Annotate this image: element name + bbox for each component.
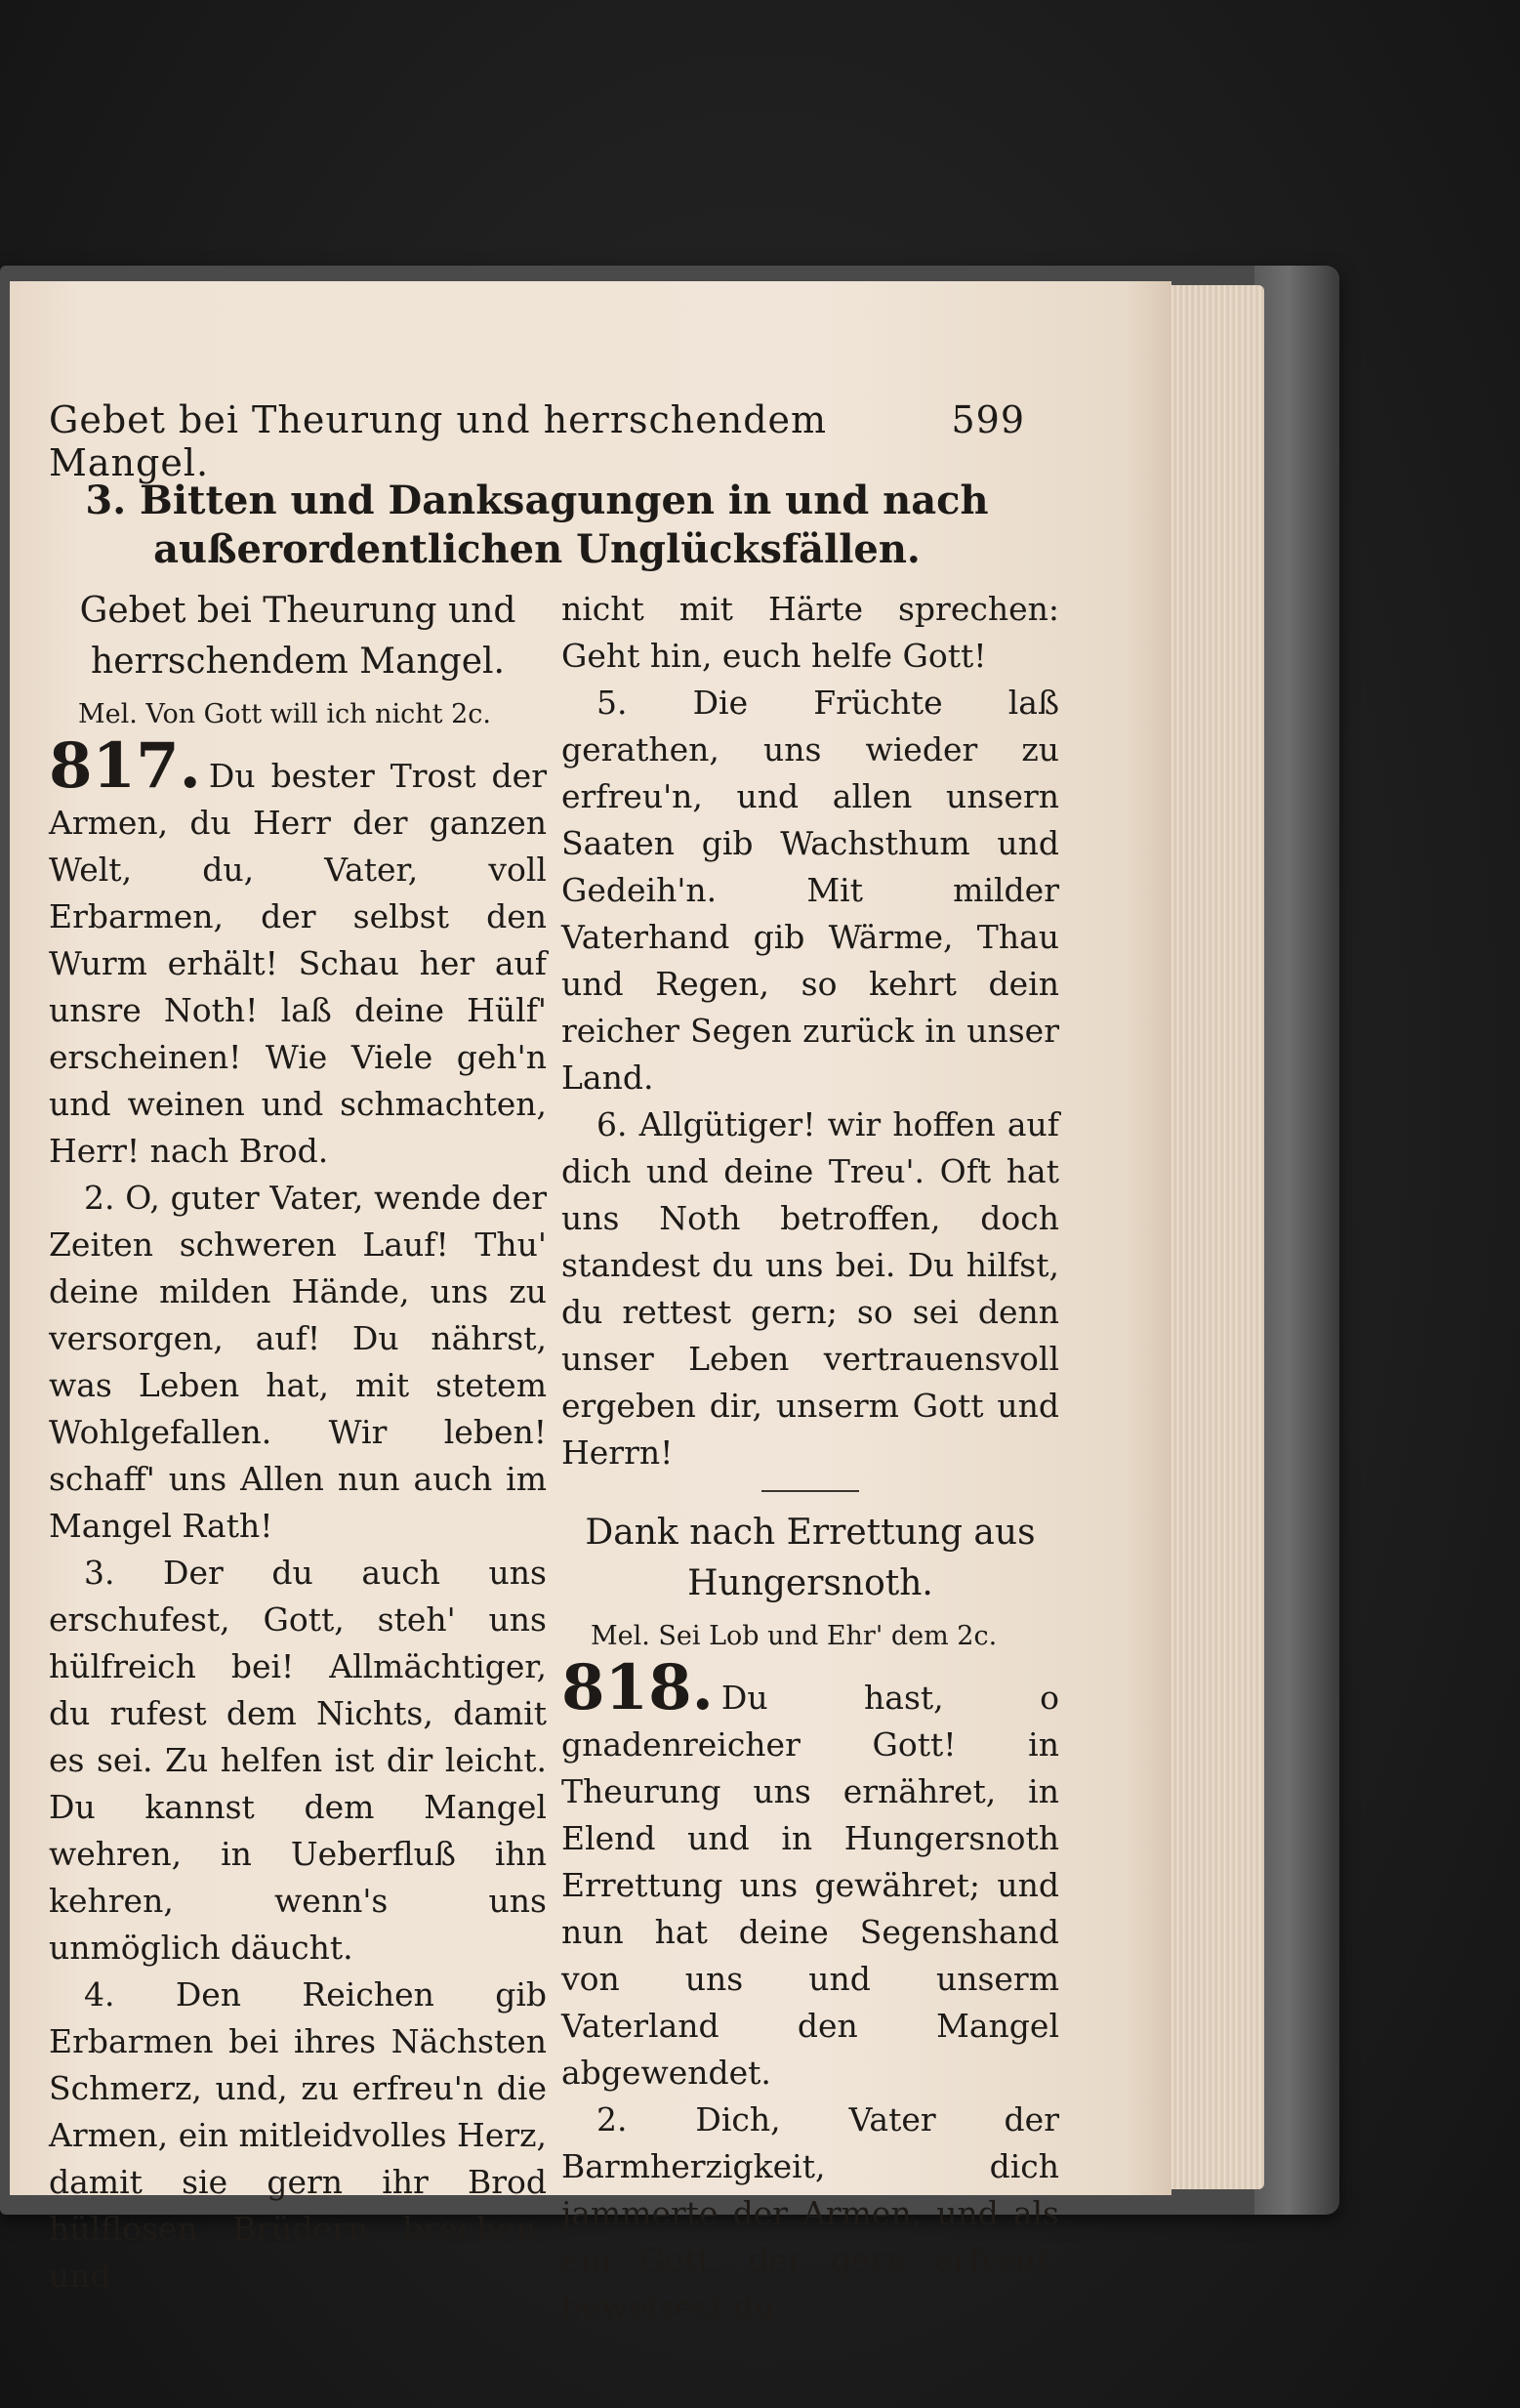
- hymn-817-melody: Mel. Von Gott will ich nicht 2c.: [78, 699, 491, 729]
- hymn-817-title: Gebet bei Theurung und herrschendem Mangel.: [79, 591, 516, 682]
- hymn-817-verse-6: 6. Allgütiger! wir hoffen auf dich und deine Treu'. Oft hat uns Noth betroffen, doch standest du uns bei. Du hilfst, du rettest gern; so sei denn unser Leben vertrauensvoll ergeben dir, unserm Gott und Herrn!: [561, 1105, 1059, 1472]
- hymn-818-verse-1: [561, 1651, 1059, 2097]
- cover-edge: [1254, 266, 1339, 2215]
- hymn-818-number: 818.: [561, 1651, 714, 1724]
- hymn-817-verse-4: 4. Den Reichen gib Erbarmen bei ihres Nächsten Schmerz, und, zu erfreu'n die Armen, ein mitleidvolles Herz, damit sie gern ihr Brod hülflosen Brüdern brechen, und: [49, 1975, 547, 2295]
- separator-rule: [761, 1490, 859, 1492]
- left-column: [49, 586, 547, 2300]
- hymn-817-verse-1-text: Du bester Trost der Armen, du Herr der ganzen Welt, du, Vater, voll Erbarmen, der selbst den Wurm erhält! Schau her auf unsre Noth! laß deine Hülf' erscheinen! Wie Viele geh'n und weinen und schmachten, Herr! nach Brod.: [49, 757, 547, 1170]
- book-page: [10, 281, 1171, 2326]
- page-edges: [1167, 285, 1264, 2189]
- hymn-817-verse-4-continued: nicht mit Härte sprechen: Geht hin, euch helfe Gott!: [561, 590, 1059, 675]
- hymn-817-verse-1: [49, 729, 547, 1175]
- separator: [561, 1490, 1059, 1492]
- right-column: [561, 586, 1059, 2331]
- hymn-817-verse-5: 5. Die Früchte laß gerathen, uns wieder zu erfreu'n, und allen unsern Saaten gib Wachsthum und Gedeih'n. Mit milder Vaterhand gib Wärme, Thau und Regen, so kehrt dein reicher Segen zurück in unser Land.: [561, 684, 1059, 1097]
- hymn-818-title: Dank nach Errettung aus Hungersnoth.: [585, 1513, 1036, 1603]
- section-heading: 3. Bitten und Danksagungen in und nach außerordentlichen Unglücksfällen.: [85, 477, 989, 572]
- hymn-818-melody: Mel. Sei Lob und Ehr' dem 2c.: [591, 1621, 998, 1651]
- hymn-817-verse-3: 3. Der du auch uns erschufest, Gott, steh' uns hülfreich bei! Allmächtiger, du rufest dem Nichts, damit es sei. Zu helfen ist dir leicht. Du kannst dem Mangel wehren, in Ueberfluß ihn kehren, wenn's uns unmöglich däucht.: [49, 1554, 547, 1967]
- hymn-817-number: 817.: [49, 729, 201, 803]
- running-head: [49, 398, 1025, 484]
- hymn-817-verse-2: 2. O, guter Vater, wende der Zeiten schweren Lauf! Thu' deine milden Hände, uns zu versorgen, auf! Du nährst, was Leben hat, mit stetem Wohlgefallen. Wir leben! schaff' uns Allen nun auch im Mangel Rath!: [49, 1179, 547, 1545]
- hymn-818-verse-1-text: Du hast, o gnadenreicher Gott! in Theurung uns ernähret, in Elend und in Hungersnoth Errettung uns gewähret; und nun hat deine Segenshand von uns und unserm Vaterland den Mangel abgewendet.: [561, 1679, 1059, 2092]
- hymn-818-verse-2: 2. Dich, Vater der Barmherzigkeit, dich jammerte der Armen, und als ein Gott, der gern erfreut, beweisest du: [561, 2100, 1059, 2326]
- running-head-title: Gebet bei Theurung und herrschendem Mangel.: [49, 398, 828, 484]
- page-number: 599: [951, 398, 1025, 441]
